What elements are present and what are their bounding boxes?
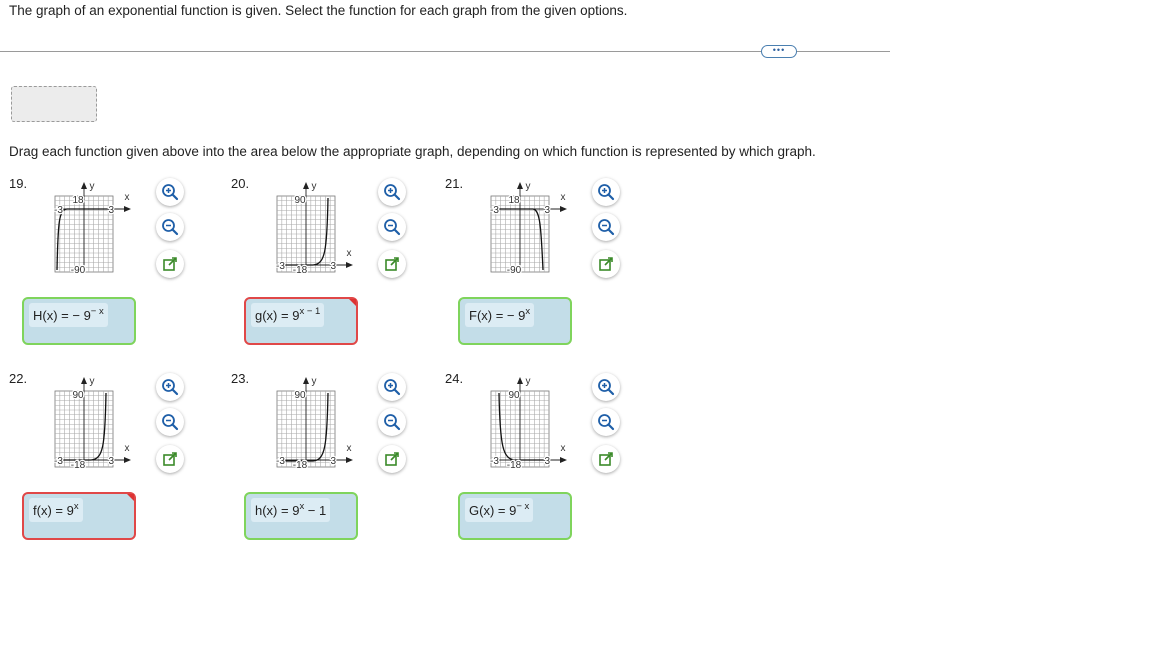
- zoom-out-icon[interactable]: [378, 408, 406, 436]
- y-bottom-label: -18: [70, 460, 86, 471]
- function-base: f(x) = 9: [33, 503, 74, 518]
- x-left-label: -3: [276, 456, 285, 467]
- function-graph: [37, 176, 172, 286]
- x-left-label: -3: [490, 205, 499, 216]
- function-exponent: x − 1: [299, 306, 321, 317]
- problem-24: [445, 371, 660, 551]
- problem-number: 24.: [445, 371, 464, 386]
- y-top-label: 18: [508, 195, 520, 206]
- y-bottom-label: -18: [506, 460, 522, 471]
- function-answer-chip[interactable]: [29, 303, 108, 327]
- function-exponent: x: [525, 306, 531, 317]
- y-axis-label: y: [89, 376, 95, 387]
- function-base: h(x) = 9: [255, 503, 300, 518]
- incorrect-flag-icon: [349, 299, 356, 306]
- function-graph: [259, 176, 394, 286]
- answer-dropzone[interactable]: [244, 297, 358, 345]
- function-exponent: − x: [516, 501, 530, 512]
- incorrect-flag-icon: [127, 494, 134, 501]
- function-base: g(x) = 9: [255, 308, 300, 323]
- graph-tools: [156, 178, 186, 278]
- function-graph: [37, 371, 172, 481]
- y-bottom-label: -18: [292, 460, 308, 471]
- function-answer-chip[interactable]: [251, 303, 324, 327]
- y-axis-arrow: [303, 377, 309, 384]
- zoom-in-icon[interactable]: [156, 178, 184, 206]
- x-axis-label: x: [346, 248, 352, 259]
- problem-number: 22.: [9, 371, 28, 386]
- x-right-label: 3: [544, 456, 550, 467]
- graph-tools: [156, 373, 186, 473]
- zoom-in-icon[interactable]: [592, 373, 620, 401]
- zoom-out-icon[interactable]: [592, 408, 620, 436]
- answer-dropzone[interactable]: [458, 492, 572, 540]
- popout-icon[interactable]: [378, 250, 406, 278]
- x-axis-arrow: [560, 206, 567, 212]
- popout-icon[interactable]: [592, 445, 620, 473]
- zoom-out-icon[interactable]: [156, 408, 184, 436]
- x-right-label: 3: [330, 261, 336, 272]
- x-left-label: -3: [54, 456, 63, 467]
- y-bottom-label: -90: [506, 265, 522, 276]
- answer-dropzone[interactable]: [458, 297, 572, 345]
- x-axis-arrow: [346, 457, 353, 463]
- x-right-label: 3: [108, 205, 114, 216]
- answer-dropzone[interactable]: [22, 297, 136, 345]
- problem-number: 21.: [445, 176, 464, 191]
- function-graph: [473, 176, 608, 286]
- y-axis-label: y: [89, 181, 95, 192]
- x-left-label: -3: [54, 205, 63, 216]
- x-right-label: 3: [330, 456, 336, 467]
- zoom-out-icon[interactable]: [156, 213, 184, 241]
- y-axis-arrow: [81, 182, 87, 189]
- x-axis-arrow: [124, 457, 131, 463]
- question-instruction: The graph of an exponential function is given. Select the function for each graph from the given options.: [9, 3, 628, 18]
- y-axis-label: y: [311, 376, 317, 387]
- x-right-label: 3: [544, 205, 550, 216]
- function-base: F(x) = − 9: [469, 308, 526, 323]
- y-top-label: 90: [294, 390, 306, 401]
- y-bottom-label: -90: [70, 265, 86, 276]
- x-axis-arrow: [560, 457, 567, 463]
- y-axis-label: y: [525, 181, 531, 192]
- function-graph: [473, 371, 608, 481]
- answer-dropzone[interactable]: [244, 492, 358, 540]
- drag-instruction: Drag each function given above into the area below the appropriate graph, depending on which function is represented by which graph.: [9, 144, 816, 159]
- x-axis-arrow: [346, 262, 353, 268]
- zoom-out-icon[interactable]: [378, 213, 406, 241]
- graph-tools: [592, 373, 622, 473]
- y-axis-arrow: [517, 377, 523, 384]
- more-options-button[interactable]: •••: [761, 45, 797, 58]
- y-top-label: 90: [294, 195, 306, 206]
- x-right-label: 3: [108, 456, 114, 467]
- function-base: H(x) = − 9: [33, 308, 91, 323]
- problem-number: 23.: [231, 371, 250, 386]
- y-top-label: 90: [72, 390, 84, 401]
- x-axis-label: x: [346, 443, 352, 454]
- y-top-label: 90: [508, 390, 520, 401]
- graph-tools: [378, 373, 408, 473]
- function-answer-chip[interactable]: [465, 498, 533, 522]
- problem-23: [231, 371, 446, 551]
- problem-number: 19.: [9, 176, 28, 191]
- y-axis-label: y: [311, 181, 317, 192]
- problem-19: [9, 176, 224, 356]
- y-bottom-label: -18: [292, 265, 308, 276]
- function-answer-chip[interactable]: [251, 498, 330, 522]
- answer-source-area[interactable]: [11, 86, 97, 122]
- popout-icon[interactable]: [156, 445, 184, 473]
- popout-icon[interactable]: [378, 445, 406, 473]
- function-answer-chip[interactable]: [29, 498, 83, 522]
- x-left-label: -3: [276, 261, 285, 272]
- zoom-in-icon[interactable]: [592, 178, 620, 206]
- answer-dropzone[interactable]: [22, 492, 136, 540]
- problem-20: [231, 176, 446, 356]
- x-left-label: -3: [490, 456, 499, 467]
- x-axis-label: x: [560, 443, 566, 454]
- x-axis-label: x: [560, 192, 566, 203]
- function-exponent: − x: [90, 306, 104, 317]
- graph-tools: [378, 178, 408, 278]
- y-axis-arrow: [303, 182, 309, 189]
- y-axis-label: y: [525, 376, 531, 387]
- x-axis-label: x: [124, 192, 130, 203]
- function-answer-chip[interactable]: [465, 303, 534, 327]
- x-axis-arrow: [124, 206, 131, 212]
- function-base: G(x) = 9: [469, 503, 517, 518]
- function-suffix: − 1: [304, 503, 327, 518]
- x-axis-label: x: [124, 443, 130, 454]
- function-exponent: x: [73, 501, 79, 512]
- y-top-label: 18: [72, 195, 84, 206]
- divider: [0, 51, 890, 52]
- function-graph: [259, 371, 394, 481]
- function-exponent: x: [299, 501, 305, 512]
- y-axis-arrow: [517, 182, 523, 189]
- zoom-in-icon[interactable]: [378, 178, 406, 206]
- graph-tools: [592, 178, 622, 278]
- problem-21: [445, 176, 660, 356]
- zoom-out-icon[interactable]: [592, 213, 620, 241]
- zoom-in-icon[interactable]: [156, 373, 184, 401]
- popout-icon[interactable]: [156, 250, 184, 278]
- problem-number: 20.: [231, 176, 250, 191]
- y-axis-arrow: [81, 377, 87, 384]
- problem-22: [9, 371, 224, 551]
- zoom-in-icon[interactable]: [378, 373, 406, 401]
- popout-icon[interactable]: [592, 250, 620, 278]
